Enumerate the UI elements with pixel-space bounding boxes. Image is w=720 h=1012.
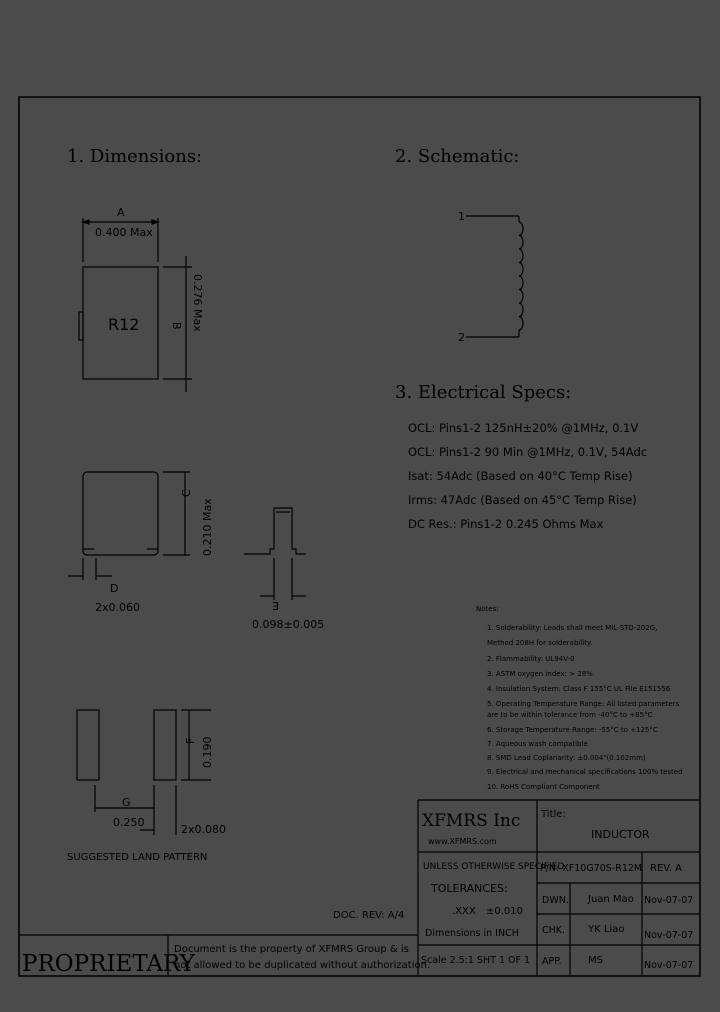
spec-line: DC Res.: Pins1-2 0.245 Ohms Max	[408, 517, 604, 531]
note-line: 1. Solderability: Leads shall meet MIL-STD-202G,	[487, 624, 658, 632]
dim-f-label: F	[184, 737, 197, 744]
company-name: XFMRS Inc	[422, 811, 521, 831]
dim-e-label: E	[272, 599, 279, 612]
dim-a-label: A	[117, 206, 125, 219]
land-pattern-caption: SUGGESTED LAND PATTERN	[67, 852, 208, 863]
notes-heading: Notes:	[476, 605, 499, 613]
note-line: 9. Electrical and mechanical specifications 100% tested	[487, 768, 683, 776]
dim-b-value: 0.276 Max	[191, 274, 204, 332]
checked-label: CHK.	[542, 925, 566, 936]
electrical-specs	[408, 421, 647, 531]
approved-name: MS	[588, 955, 603, 966]
note-line: 10. RoHS Compliant Component	[487, 783, 600, 791]
dimensions-unit: Dimensions in INCH	[425, 928, 519, 939]
company-website: www.XFMRS.com	[428, 837, 497, 846]
dim-e-value: 0.098±0.005	[252, 618, 325, 631]
side-view	[68, 472, 190, 580]
note-line: 5. Operating Temperature Range: All listed parameters	[487, 700, 680, 708]
dim-f-value: 0.190	[201, 736, 214, 768]
notes	[476, 605, 683, 791]
note-line: Method 208H for solderability.	[487, 639, 593, 647]
part-number: P/N: XF10G70S-R12M	[540, 863, 643, 874]
checked-name: YK Liao	[588, 924, 625, 935]
tolerance-xxx: .XXX	[452, 906, 476, 917]
checked-date: Nov-07-07	[644, 930, 694, 941]
dim-a-value: 0.400 Max	[95, 226, 153, 239]
electrical-heading: 3. Electrical Specs:	[395, 382, 572, 403]
spec-line: Isat: 54Adc (Based on 40°C Temp Rise)	[408, 469, 633, 483]
revision: REV. A	[650, 863, 683, 874]
schematic-pin-1: 1	[458, 210, 465, 223]
note-line: 3. ASTM oxygen index: > 28%	[487, 670, 593, 678]
spec-line: OCL: Pins1-2 90 Min @1MHz, 0.1V, 54Adc	[408, 445, 648, 459]
proprietary-label: PROPRIETARY	[22, 951, 195, 977]
tolerances-label: TOLERANCES:	[431, 882, 508, 895]
note-line: 7. Aqueous wash compatible	[487, 740, 588, 748]
schematic-heading: 2. Schematic:	[395, 146, 520, 167]
dim-b-label: B	[170, 322, 183, 330]
scale-sheet: Scale 2.5:1 SHT 1 OF 1	[421, 955, 531, 966]
spec-line: Irms: 47Adc (Based on 45°C Temp Rise)	[408, 493, 637, 507]
drawn-name: Juan Mao	[588, 894, 634, 905]
approved-date: Nov-07-07	[644, 960, 694, 971]
dim-d-label: D	[110, 582, 119, 595]
spec-line: OCL: Pins1-2 125nH±20% @1MHz, 0.1V	[408, 421, 639, 435]
unless-specified: UNLESS OTHERWISE SPECIFIED	[423, 862, 565, 872]
dim-g-label: G	[122, 796, 131, 809]
dim-c-label: C	[180, 489, 193, 497]
dimensions-heading: 1. Dimensions:	[67, 146, 203, 167]
tolerance-xxx-value: ±0.010	[486, 906, 524, 917]
schematic-coil	[466, 216, 523, 337]
dim-c-value: 0.210 Max	[201, 498, 214, 556]
top-view	[79, 218, 192, 392]
drawn-label: DWN.	[542, 895, 569, 906]
note-line: 6. Storage Temperature Range: -55°C to +125°C	[487, 726, 658, 734]
title-label: Title:	[541, 809, 566, 820]
dim-d-value: 2x0.060	[95, 601, 140, 614]
doc-revision: DOC. REV: A/4	[333, 910, 405, 921]
dim-g-value: 0.250	[113, 816, 145, 829]
part-marking: R12	[108, 315, 140, 334]
note-line: 2. Flammability: UL94V-0	[487, 655, 575, 663]
proprietary-notice-line-2: not allowed to be duplicated without authorization.	[174, 960, 431, 971]
note-line: 4. Insulation System: Class F 155°C UL File E151556	[487, 685, 671, 693]
approved-label: APP.	[542, 956, 562, 967]
drawn-date: Nov-07-07	[644, 895, 694, 906]
end-view	[244, 508, 306, 600]
note-line: 8. SMD Lead Coplanarity: ±0.004"(0.102mm)	[487, 754, 646, 762]
proprietary-notice-line-1: Document is the property of XFMRS Group & is	[174, 944, 409, 955]
schematic-pin-2: 2	[458, 331, 465, 344]
title-value: INDUCTOR	[591, 828, 650, 841]
dim-h-value: 2x0.080	[181, 823, 226, 836]
note-line: are to be within tolerance from -40°C to +85°C	[487, 711, 653, 719]
